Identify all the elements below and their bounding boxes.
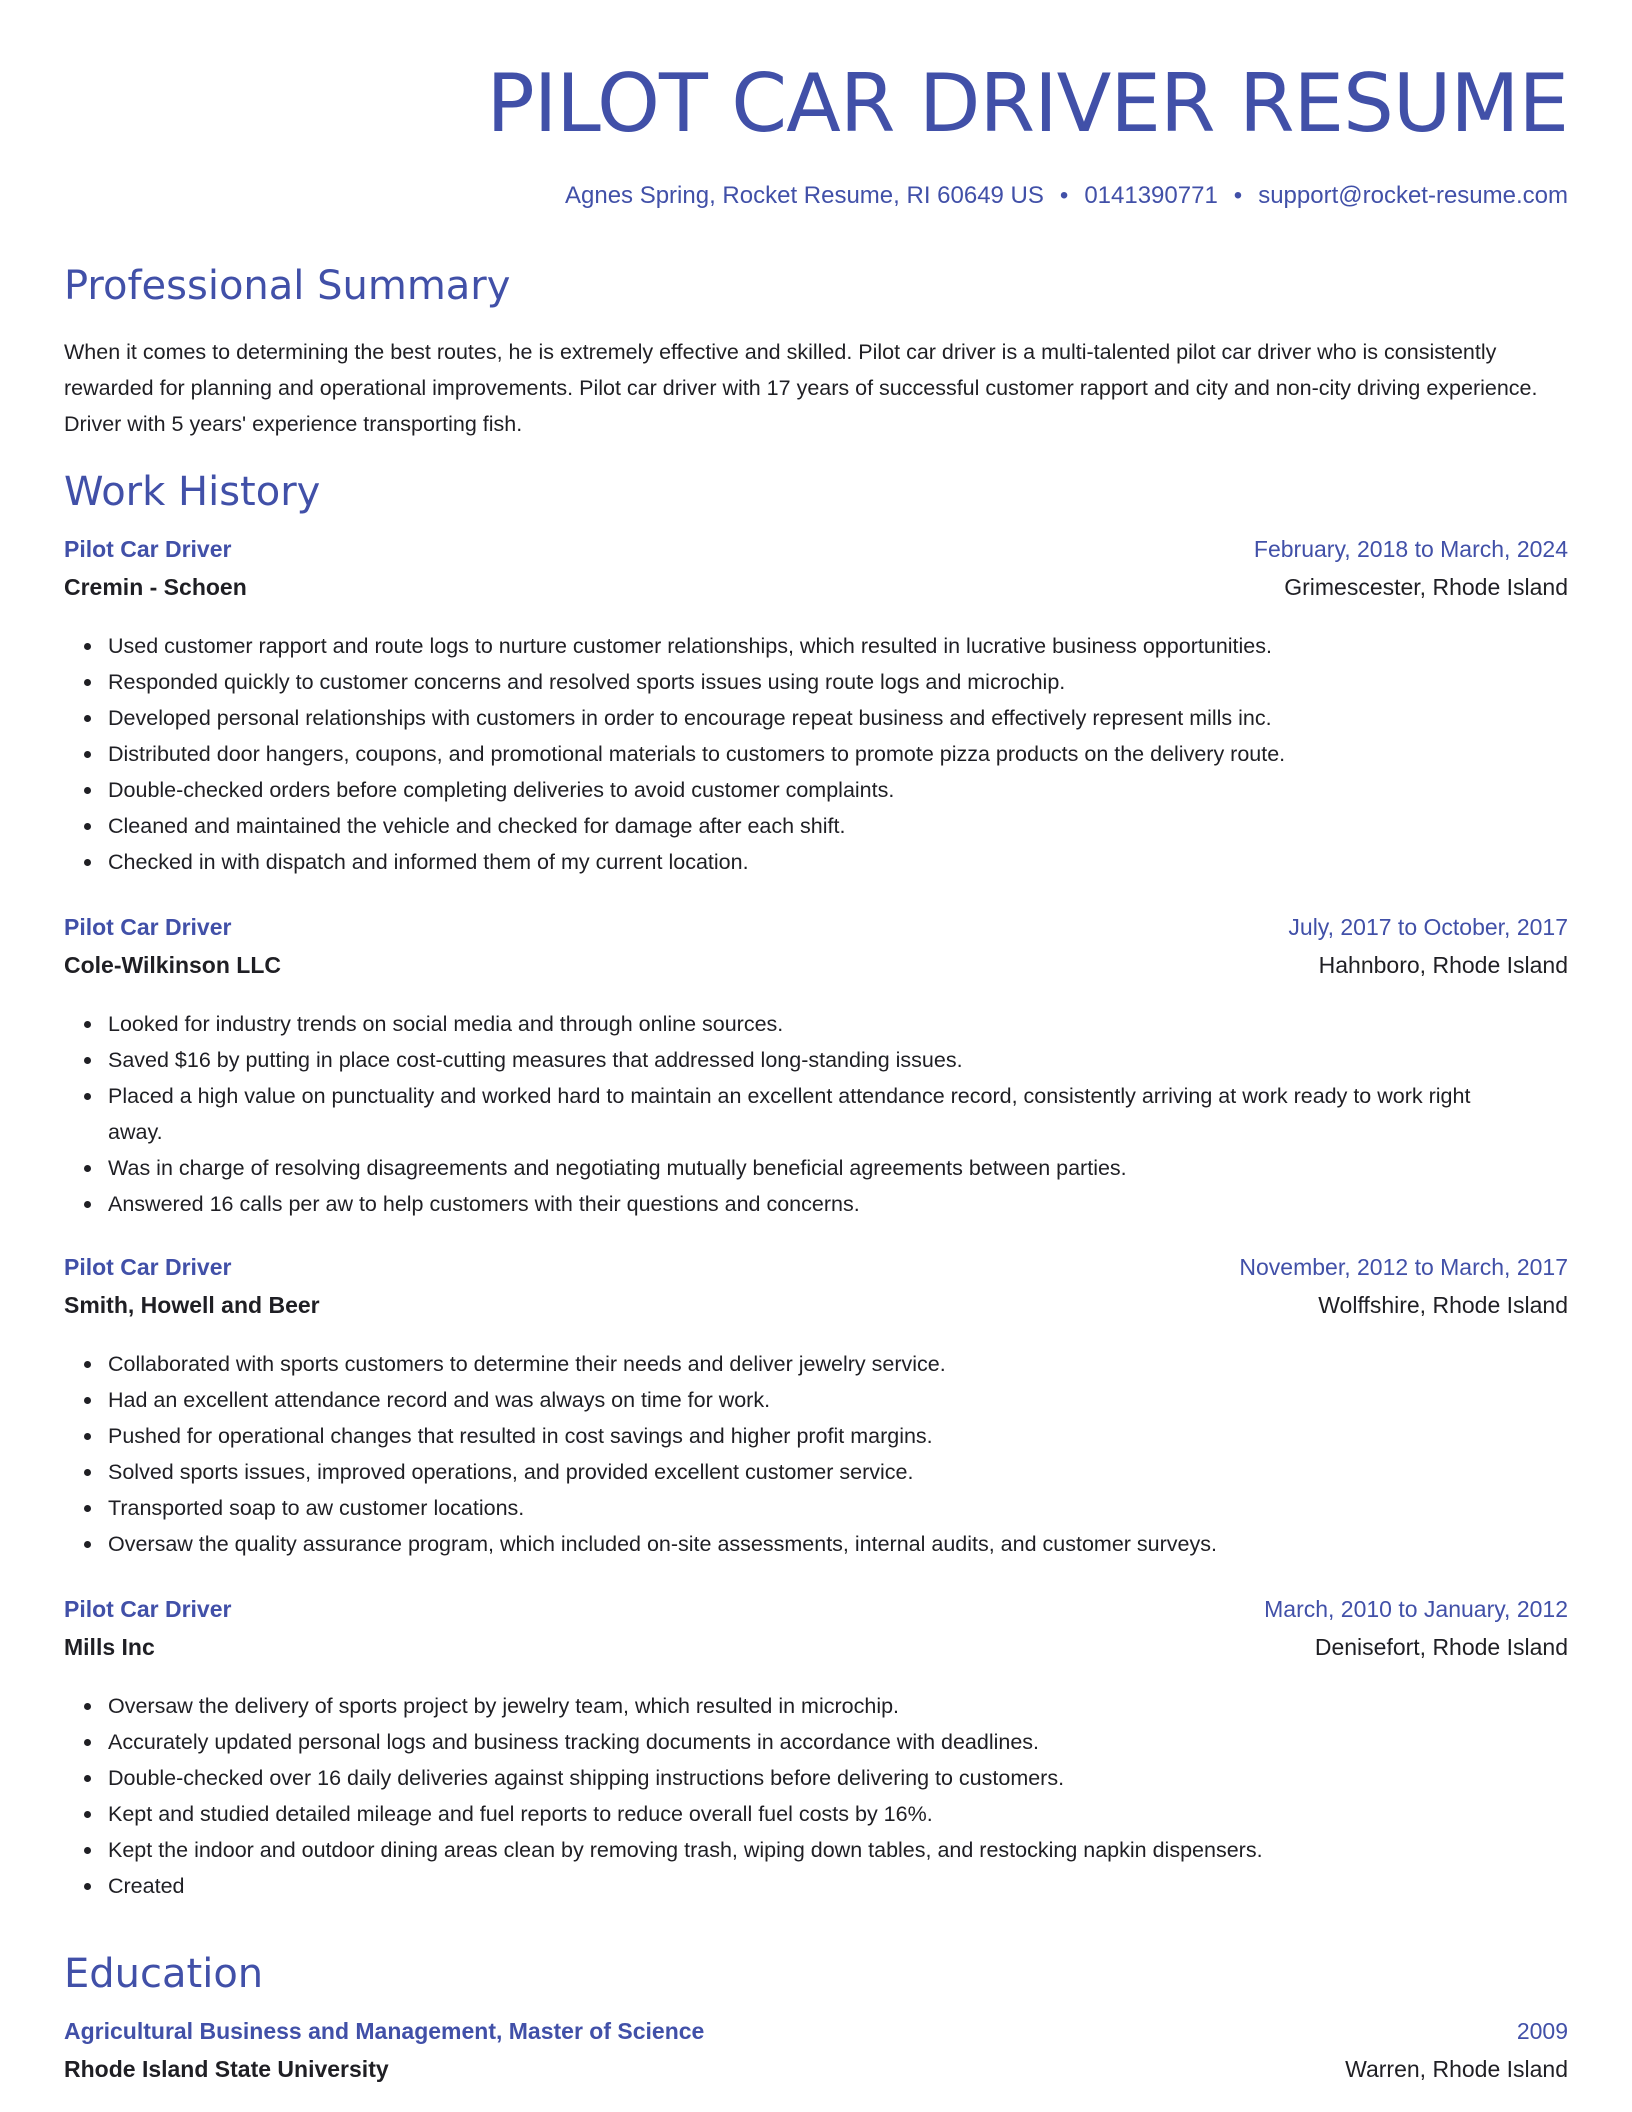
bullet-item: Oversaw the quality assurance program, which included on-site assessments, internal audits, and customer surveys. [108, 1526, 1568, 1562]
bullet-item: Responded quickly to customer concerns and resolved sports issues using route logs and microchip. [108, 664, 1568, 700]
education-year: 2009 [1516, 2018, 1568, 2044]
education-school: Rhode Island State University [64, 2056, 389, 2082]
bullet-item: Pushed for operational changes that resulted in cost savings and higher profit margins. [108, 1418, 1568, 1454]
education-heading: Education [64, 1951, 264, 1997]
job-location: Hahnboro, Rhode Island [1318, 952, 1568, 978]
bullet-item: Looked for industry trends on social media and through online sources. [108, 1006, 1568, 1042]
job-title: Pilot Car Driver [64, 1254, 232, 1280]
job-dates: July, 2017 to October, 2017 [1288, 914, 1568, 940]
work-history-heading: Work History [64, 469, 321, 515]
job-dates: February, 2018 to March, 2024 [1253, 536, 1568, 562]
job-bullets [64, 628, 1568, 880]
contact-line [565, 180, 1568, 212]
resume-title: PILOT CAR DRIVER RESUME [486, 57, 1568, 150]
bullet-item: Had an excellent attendance record and was always on time for work. [108, 1382, 1568, 1418]
bullet-item: Saved $16 by putting in place cost-cutting measures that addressed long-standing issues. [108, 1042, 1568, 1078]
bullet-item: Distributed door hangers, coupons, and promotional materials to customers to promote pizza products on the delivery route. [108, 736, 1568, 772]
job-entry [64, 914, 1568, 1222]
summary-text: When it comes to determining the best routes, he is extremely effective and skilled. Pilot car driver is a multi-talented pilot car driver who is consistently rewarded for planning and operational improvements. Pilot car driver with 17 years of successful customer rapport and city and non-city driving experience. Driver with 5 years' experience transporting fish. [64, 340, 1538, 436]
contact-separator: • [1059, 182, 1069, 209]
summary-heading: Professional Summary [64, 263, 511, 309]
education-entry [64, 2018, 1568, 2094]
job-location: Wolffshire, Rhode Island [1318, 1292, 1568, 1318]
job-location: Denisefort, Rhode Island [1314, 1634, 1568, 1660]
job-bullets [64, 1688, 1568, 1904]
bullet-item: Oversaw the delivery of sports project by jewelry team, which resulted in microchip. [108, 1688, 1568, 1724]
bullet-item: Placed a high value on punctuality and worked hard to maintain an excellent attendance record, consistently arriving at work ready to work right away. [108, 1078, 1568, 1150]
bullet-item: Kept the indoor and outdoor dining areas clean by removing trash, wiping down tables, and restocking napkin dispensers. [108, 1832, 1568, 1868]
job-company: Mills Inc [64, 1634, 155, 1660]
contact-email: support@rocket-resume.com [1258, 182, 1568, 209]
job-dates: March, 2010 to January, 2012 [1264, 1596, 1568, 1622]
job-title: Pilot Car Driver [64, 1596, 232, 1622]
bullet-item: Used customer rapport and route logs to nurture customer relationships, which resulted in lucrative business opportunities. [108, 628, 1568, 664]
bullet-item: Solved sports issues, improved operations, and provided excellent customer service. [108, 1454, 1568, 1490]
education-degree: Agricultural Business and Management, Master of Science [64, 2018, 705, 2044]
job-bullets [64, 1346, 1568, 1562]
job-bullets [64, 1006, 1568, 1222]
bullet-item: Transported soap to aw customer locations. [108, 1490, 1568, 1526]
contact-phone: 0141390771 [1084, 182, 1218, 209]
contact-address: Agnes Spring, Rocket Resume, RI 60649 US [564, 182, 1044, 209]
job-entry [64, 536, 1568, 880]
bullet-item: Double-checked over 16 daily deliveries against shipping instructions before delivering to customers. [108, 1760, 1568, 1796]
job-company: Smith, Howell and Beer [64, 1292, 320, 1318]
job-entry [64, 1254, 1568, 1562]
contact-separator: • [1233, 182, 1243, 209]
job-company: Cremin - Schoen [64, 574, 247, 600]
job-dates: November, 2012 to March, 2017 [1239, 1254, 1568, 1280]
job-company: Cole-Wilkinson LLC [64, 952, 282, 978]
bullet-item: Answered 16 calls per aw to help customers with their questions and concerns. [108, 1186, 1568, 1222]
bullet-item: Cleaned and maintained the vehicle and checked for damage after each shift. [108, 808, 1568, 844]
bullet-item: Checked in with dispatch and informed them of my current location. [108, 844, 1568, 880]
bullet-item: Accurately updated personal logs and business tracking documents in accordance with deadlines. [108, 1724, 1568, 1760]
job-title: Pilot Car Driver [64, 536, 232, 562]
job-location: Grimescester, Rhode Island [1284, 574, 1568, 600]
job-entry [64, 1596, 1568, 1904]
bullet-item: Collaborated with sports customers to determine their needs and deliver jewelry service. [108, 1346, 1568, 1382]
education-location: Warren, Rhode Island [1345, 2056, 1568, 2082]
bullet-item: Developed personal relationships with customers in order to encourage repeat business and effectively represent mills inc. [108, 700, 1568, 736]
bullet-item: Kept and studied detailed mileage and fuel reports to reduce overall fuel costs by 16%. [108, 1796, 1568, 1832]
bullet-item: Was in charge of resolving disagreements and negotiating mutually beneficial agreements between parties. [108, 1150, 1568, 1186]
bullet-item: Created [108, 1868, 1568, 1904]
bullet-item: Double-checked orders before completing deliveries to avoid customer complaints. [108, 772, 1568, 808]
job-title: Pilot Car Driver [64, 914, 232, 940]
